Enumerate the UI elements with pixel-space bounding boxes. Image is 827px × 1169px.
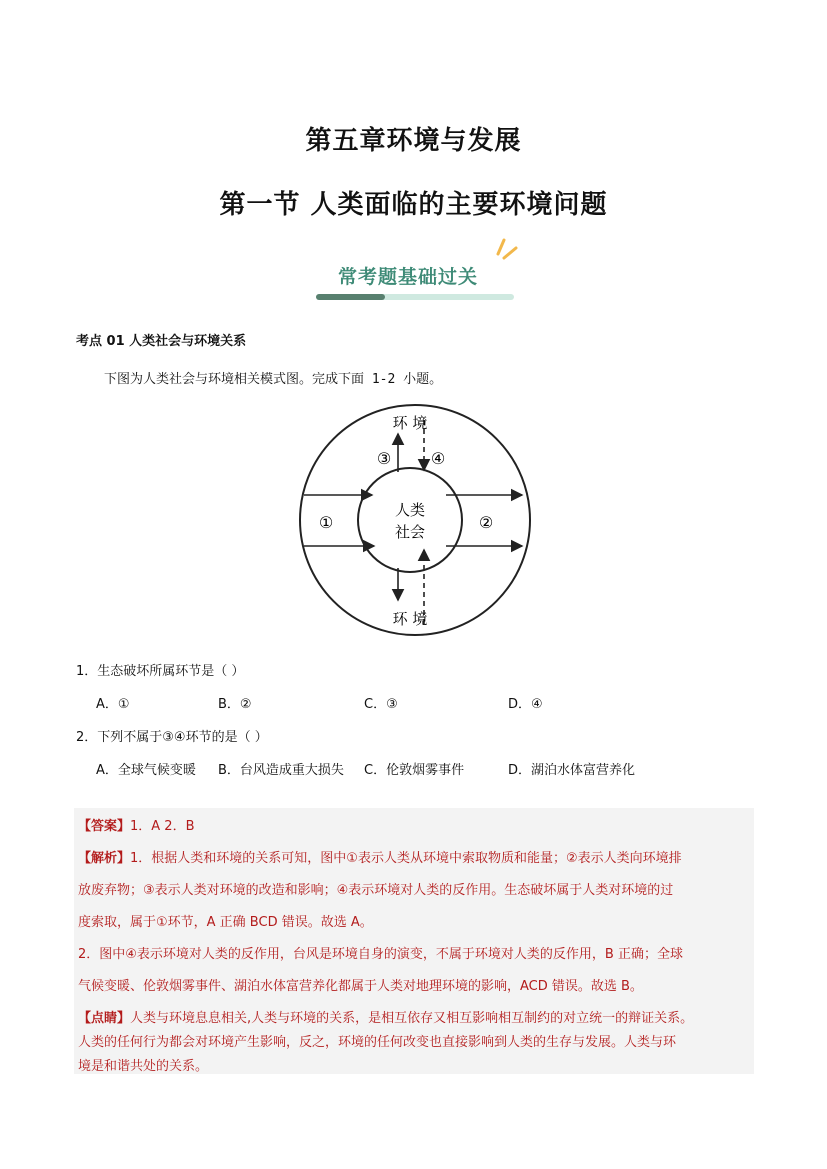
mark-2: ② <box>478 513 494 532</box>
answer-text: 1．A 2．B <box>130 819 195 834</box>
comment-line-3: 境是和谐共处的关系。 <box>78 1059 209 1074</box>
analysis-line-1 <box>78 850 754 868</box>
question-2-option-b: B．台风造成重大损失 <box>218 763 344 778</box>
question-1-option-a: A．① <box>96 697 130 712</box>
section-title: 第一节 人类面临的主要环境问题 <box>219 190 608 220</box>
question-1-option-c: C．③ <box>364 697 398 712</box>
comment-tag: 【点睛】 <box>78 1011 131 1026</box>
label-center-1: 人类 <box>394 501 426 519</box>
answer-line <box>78 818 754 836</box>
mark-3: ③ <box>376 449 392 468</box>
comment-line-1 <box>78 1010 754 1028</box>
question-2-option-a: A．全球气候变暖 <box>96 763 196 778</box>
exam-point-heading: 考点 01 人类社会与环境关系 <box>76 334 247 349</box>
question-1-stem: 1．生态破坏所属环节是（ ） <box>76 664 245 679</box>
question-2-stem: 2．下列不属于③④环节的是（ ） <box>76 730 268 745</box>
label-bottom-env: 环 境 <box>392 610 428 628</box>
banner-label: 常考题基础过关 <box>338 266 479 288</box>
question-1-option-d: D．④ <box>508 697 543 712</box>
mark-1: ① <box>318 513 334 532</box>
mark-4: ④ <box>430 449 446 468</box>
analysis-line-3: 度索取，属于①环节，A 正确 BCD 错误。故选 A。 <box>78 915 373 930</box>
spark-icon <box>490 236 520 266</box>
analysis-line-2: 放废弃物；③表示人类对环境的改造和影响；④表示环境对人类的反作用。生态破坏属于人类对环境的过 <box>78 883 674 898</box>
inner-circle <box>358 468 462 572</box>
answer-box <box>74 808 754 1074</box>
question-2-option-c: C．伦敦烟雾事件 <box>364 763 465 778</box>
analysis-line-4: 2．图中④表示环境对人类的反作用，台风是环境自身的演变，不属于环境对人类的反作用，B 正确；全球 <box>78 947 683 962</box>
answer-tag: 【答案】 <box>78 819 131 834</box>
banner <box>312 236 522 306</box>
label-top-env: 环 境 <box>392 414 428 432</box>
question-2-option-d: D．湖泊水体富营养化 <box>508 763 636 778</box>
banner-bar-fill <box>316 294 385 300</box>
analysis-text-1: 1．根据人类和环境的关系可知，图中①表示人类从环境中索取物质和能量；②表示人类向环境排 <box>130 851 682 866</box>
comment-text-1: 人类与环境息息相关,人类与环境的关系，是相互依存又相互影响相互制约的对立统一的辩证关系。 <box>130 1011 694 1026</box>
label-center-2: 社会 <box>394 523 426 541</box>
analysis-line-5: 气候变暖、伦敦烟雾事件、湖泊水体富营养化都属于人类对地理环境的影响，ACD 错误。故选 B。 <box>78 979 643 994</box>
analysis-tag: 【解析】 <box>78 851 131 866</box>
question-1-option-b: B．② <box>218 697 252 712</box>
outer-circle <box>300 405 530 635</box>
chapter-title: 第五章环境与发展 <box>305 126 522 156</box>
relationship-diagram <box>290 400 540 640</box>
comment-line-2: 人类的任何行为都会对环境产生影响，反之，环境的任何改变也直接影响到人类的生存与发展。人类与环 <box>78 1035 677 1050</box>
intro-text: 下图为人类社会与环境相关模式图。完成下面 1-2 小题。 <box>104 372 443 387</box>
